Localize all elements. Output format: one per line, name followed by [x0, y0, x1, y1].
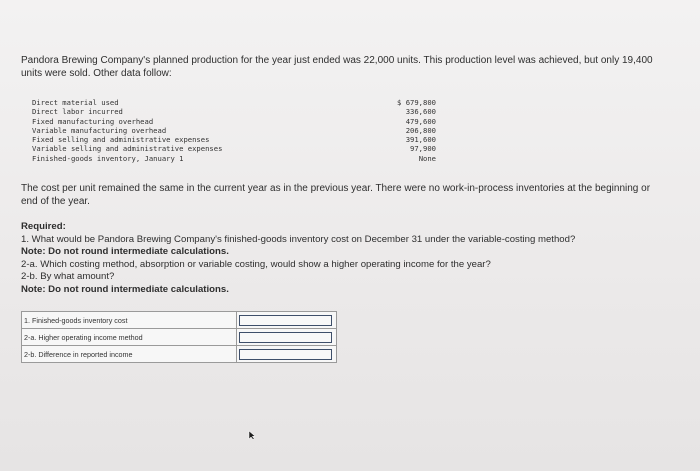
answer-input[interactable] [239, 332, 332, 343]
table-row [32, 144, 436, 153]
answer-cell [237, 329, 337, 346]
row-value: None [418, 153, 436, 163]
table-row [32, 135, 436, 144]
row-value: $ 679,800 [397, 98, 436, 107]
answer-cell [237, 312, 337, 329]
table-row [32, 98, 436, 107]
question-2b: 2-b. By what amount? [21, 271, 115, 282]
answer-input[interactable] [239, 315, 332, 326]
table-row [32, 154, 436, 163]
row-label: Variable manufacturing overhead [32, 125, 167, 135]
cost-paragraph: The cost per unit remained the same in the current year as in the previous year. There were no work-in-process inventories at the beginning or end of the year. [21, 183, 651, 207]
row-label: Finished-goods inventory, January 1 [32, 153, 184, 163]
row-value: 97,900 [410, 144, 436, 154]
row-label: Direct labor incurred [32, 107, 123, 117]
row-value: 479,600 [405, 116, 436, 126]
answer-row [22, 312, 337, 329]
table-row [32, 107, 436, 116]
required-section [21, 221, 681, 296]
intro-paragraph: Pandora Brewing Company's planned production for the year just ended was 22,000 units. This production level was achieved, but only 19,400 units were sold. Other data follow: [21, 55, 653, 79]
required-heading: Required: [21, 221, 66, 232]
table-row [32, 126, 436, 135]
data-table [32, 98, 436, 163]
row-label: Fixed selling and administrative expenses [32, 135, 210, 145]
answer-cell [237, 346, 337, 363]
row-value: 206,800 [405, 125, 436, 135]
answer-table [21, 311, 337, 363]
answer-row [22, 346, 337, 363]
answer-row [22, 329, 337, 346]
answer-label: 2-b. Difference in reported income [22, 346, 237, 363]
answer-label: 1. Finished-goods inventory cost [22, 312, 237, 329]
row-value: 391,600 [405, 135, 436, 145]
row-label: Fixed manufacturing overhead [32, 116, 154, 126]
row-value: 336,600 [405, 107, 436, 117]
answer-label: 2-a. Higher operating income method [22, 329, 237, 346]
note-2: Note: Do not round intermediate calculations. [21, 283, 229, 295]
question-2a: 2-a. Which costing method, absorption or variable costing, would show a higher operating income for the year? [21, 258, 491, 270]
table-row [32, 117, 436, 126]
answer-input[interactable] [239, 349, 332, 360]
question-1: 1. What would be Pandora Brewing Company's finished-goods inventory cost on December 31 under the variable-costing method? [21, 233, 576, 245]
note-1: Note: Do not round intermediate calculations. [21, 246, 229, 257]
row-label: Variable selling and administrative expenses [32, 144, 223, 154]
mouse-cursor-icon [248, 430, 256, 440]
row-label: Direct material used [32, 98, 119, 107]
